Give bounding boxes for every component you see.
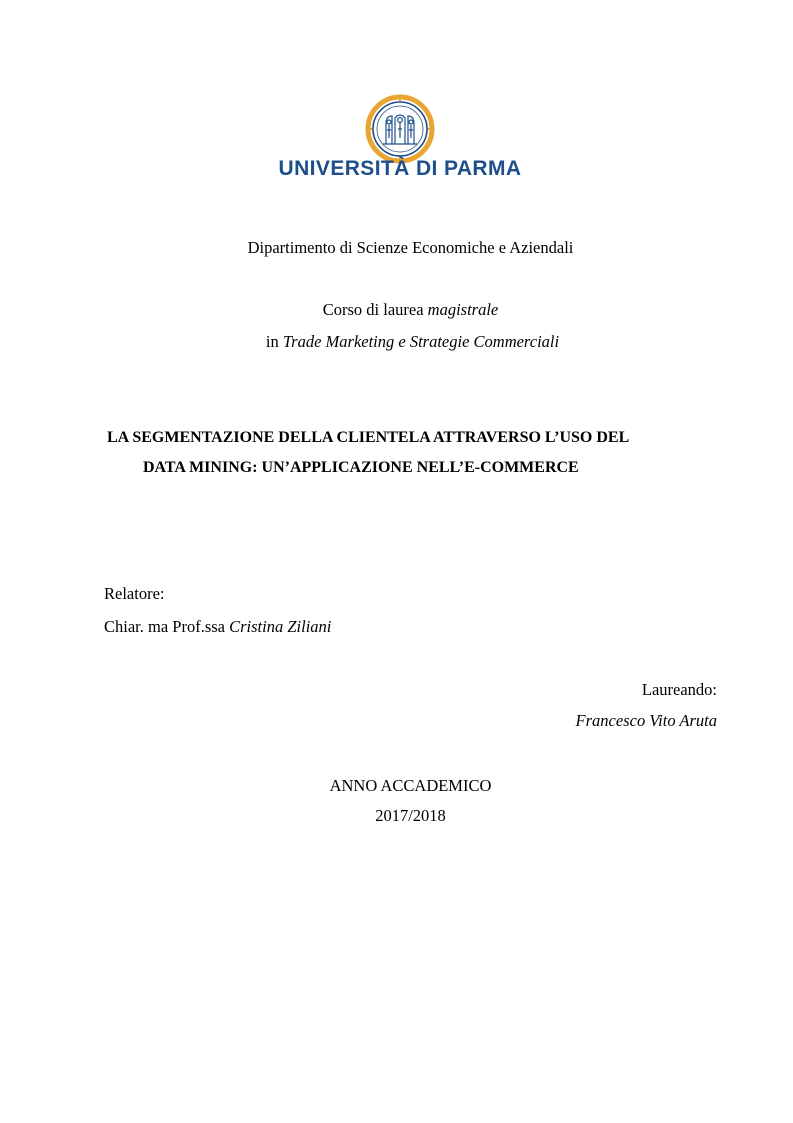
- thesis-title-line-1: LA SEGMENTAZIONE DELLA CLIENTELA ATTRAVERSO L’USO DEL: [107, 429, 630, 446]
- course-type-level: magistrale: [427, 300, 499, 319]
- course-name: [16, 332, 793, 352]
- course-name-prefix: in: [265, 332, 279, 351]
- university-wordmark: UNIVERSITÀ DI PARMA: [278, 157, 522, 180]
- university-seal-icon: [364, 94, 436, 164]
- supervisor-label: Relatore:: [104, 584, 165, 603]
- course-type-prefix: Corso di laurea: [322, 300, 424, 319]
- thesis-title-line-2: DATA MINING: UN’APPLICAZIONE NELL’E-COMMERCE: [143, 459, 579, 476]
- academic-year-value: 2017/2018: [375, 806, 446, 825]
- candidate-label: Laureando:: [641, 680, 717, 699]
- course-type: [14, 300, 793, 320]
- course-name-title: Trade Marketing e Strategie Commerciali: [282, 332, 560, 351]
- academic-year-label: ANNO ACCADEMICO: [329, 776, 492, 795]
- supervisor-title: Chiar. ma Prof.ssa: [104, 617, 225, 636]
- candidate-name: Francesco Vito Aruta: [575, 711, 717, 730]
- department-name: Dipartimento di Scienze Economiche e Aziendali: [247, 238, 574, 257]
- supervisor-fullname: Cristina Ziliani: [229, 617, 332, 636]
- supervisor-name: [104, 617, 331, 637]
